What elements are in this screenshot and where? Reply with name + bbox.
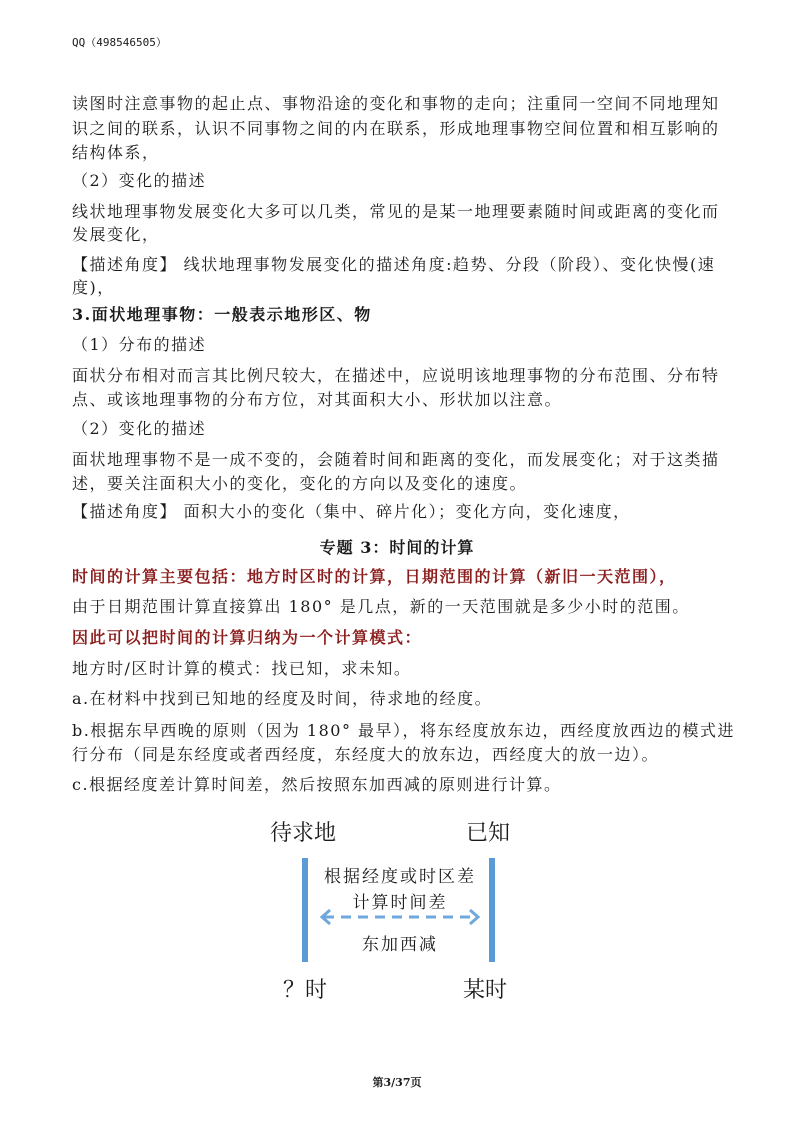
subheading: （2）变化的描述 — [72, 419, 207, 438]
list-item: 行分布（同是东经度或者西经度，东经度大的放东边，西经度大的放一边）。 — [72, 745, 660, 764]
subheading: （2）变化的描述 — [72, 171, 207, 190]
paragraph-line: 地方时/区时计算的模式：找已知，求未知。 — [72, 659, 412, 678]
paragraph-line: 结构体系， — [72, 143, 160, 162]
list-item: c.根据经度差计算时间差，然后按照东加西减的原则进行计算。 — [72, 775, 562, 794]
heading: 3.面状地理事物：一般表示地形区、物 — [72, 305, 372, 324]
paragraph-line: 读图时注意事物的起止点、事物沿途的变化和事物的走向；注重同一空间不同地理知 — [72, 94, 720, 113]
diagram-label-known: 已知 — [466, 821, 511, 846]
page-number: 第3/37页 — [372, 1076, 422, 1089]
paragraph-line: 点、或该地理事物的分布方位，对其面积大小、形状加以注意。 — [72, 390, 563, 409]
paragraph-line: 【描述角度】 面积大小的变化（集中、碎片化）；变化方向，变化速度， — [72, 502, 631, 521]
paragraph-line: 面状分布相对而言其比例尺较大，在描述中，应说明该地理事物的分布范围、分布特 — [72, 366, 720, 385]
highlight-line: 因此可以把时间的计算归纳为一个计算模式： — [72, 628, 423, 647]
section-title: 专题 3：时间的计算 — [319, 538, 475, 557]
diagram-label-target: 待求地 — [270, 821, 337, 846]
subheading: （1）分布的描述 — [72, 335, 207, 354]
highlight-line: 时间的计算主要包括：地方时区时的计算，日期范围的计算（新旧一天范围）， — [72, 567, 677, 586]
paragraph-line: 【描述角度】 线状地理事物发展变化的描述角度:趋势、分段（阶段）、变化快慢(速 — [72, 255, 716, 274]
paragraph-line: 线状地理事物发展变化大多可以几类，常见的是某一地理要素随时间或距离的变化而 — [72, 202, 720, 221]
list-item: a.在材料中找到已知地的经度及时间，待求地的经度。 — [72, 689, 493, 708]
paragraph-line: 述，要关注面积大小的变化，变化的方向以及变化的速度。 — [72, 474, 528, 493]
paragraph-line: 识之间的联系，认识不同事物之间的内在联系，形成地理事物空间位置和相互影响的 — [72, 119, 720, 138]
paragraph-line: 度)， — [72, 278, 115, 297]
double-arrow-icon — [318, 908, 482, 926]
page-header: QQ（498546505） — [72, 36, 167, 49]
diagram-text: 根据经度或时区差 — [324, 867, 476, 887]
diagram-label-unknown-time: ？时 — [283, 978, 328, 1003]
diagram-text: 东加西减 — [362, 935, 438, 955]
diagram-text: 计算时间差 — [352, 893, 448, 913]
paragraph-line: 由于日期范围计算直接算出 180° 是几点，新的一天范围就是多少小时的范围。 — [72, 597, 690, 616]
paragraph-line: 发展变化， — [72, 225, 160, 244]
diagram-label-some-time: 某时 — [463, 978, 508, 1003]
paragraph-line: 面状地理事物不是一成不变的，会随着时间和距离的变化，而发展变化；对于这类描 — [72, 450, 720, 469]
list-item: b.根据东早西晚的原则（因为 180° 最早），将东经度放东边，西经度放西边的模式进 — [72, 721, 736, 740]
